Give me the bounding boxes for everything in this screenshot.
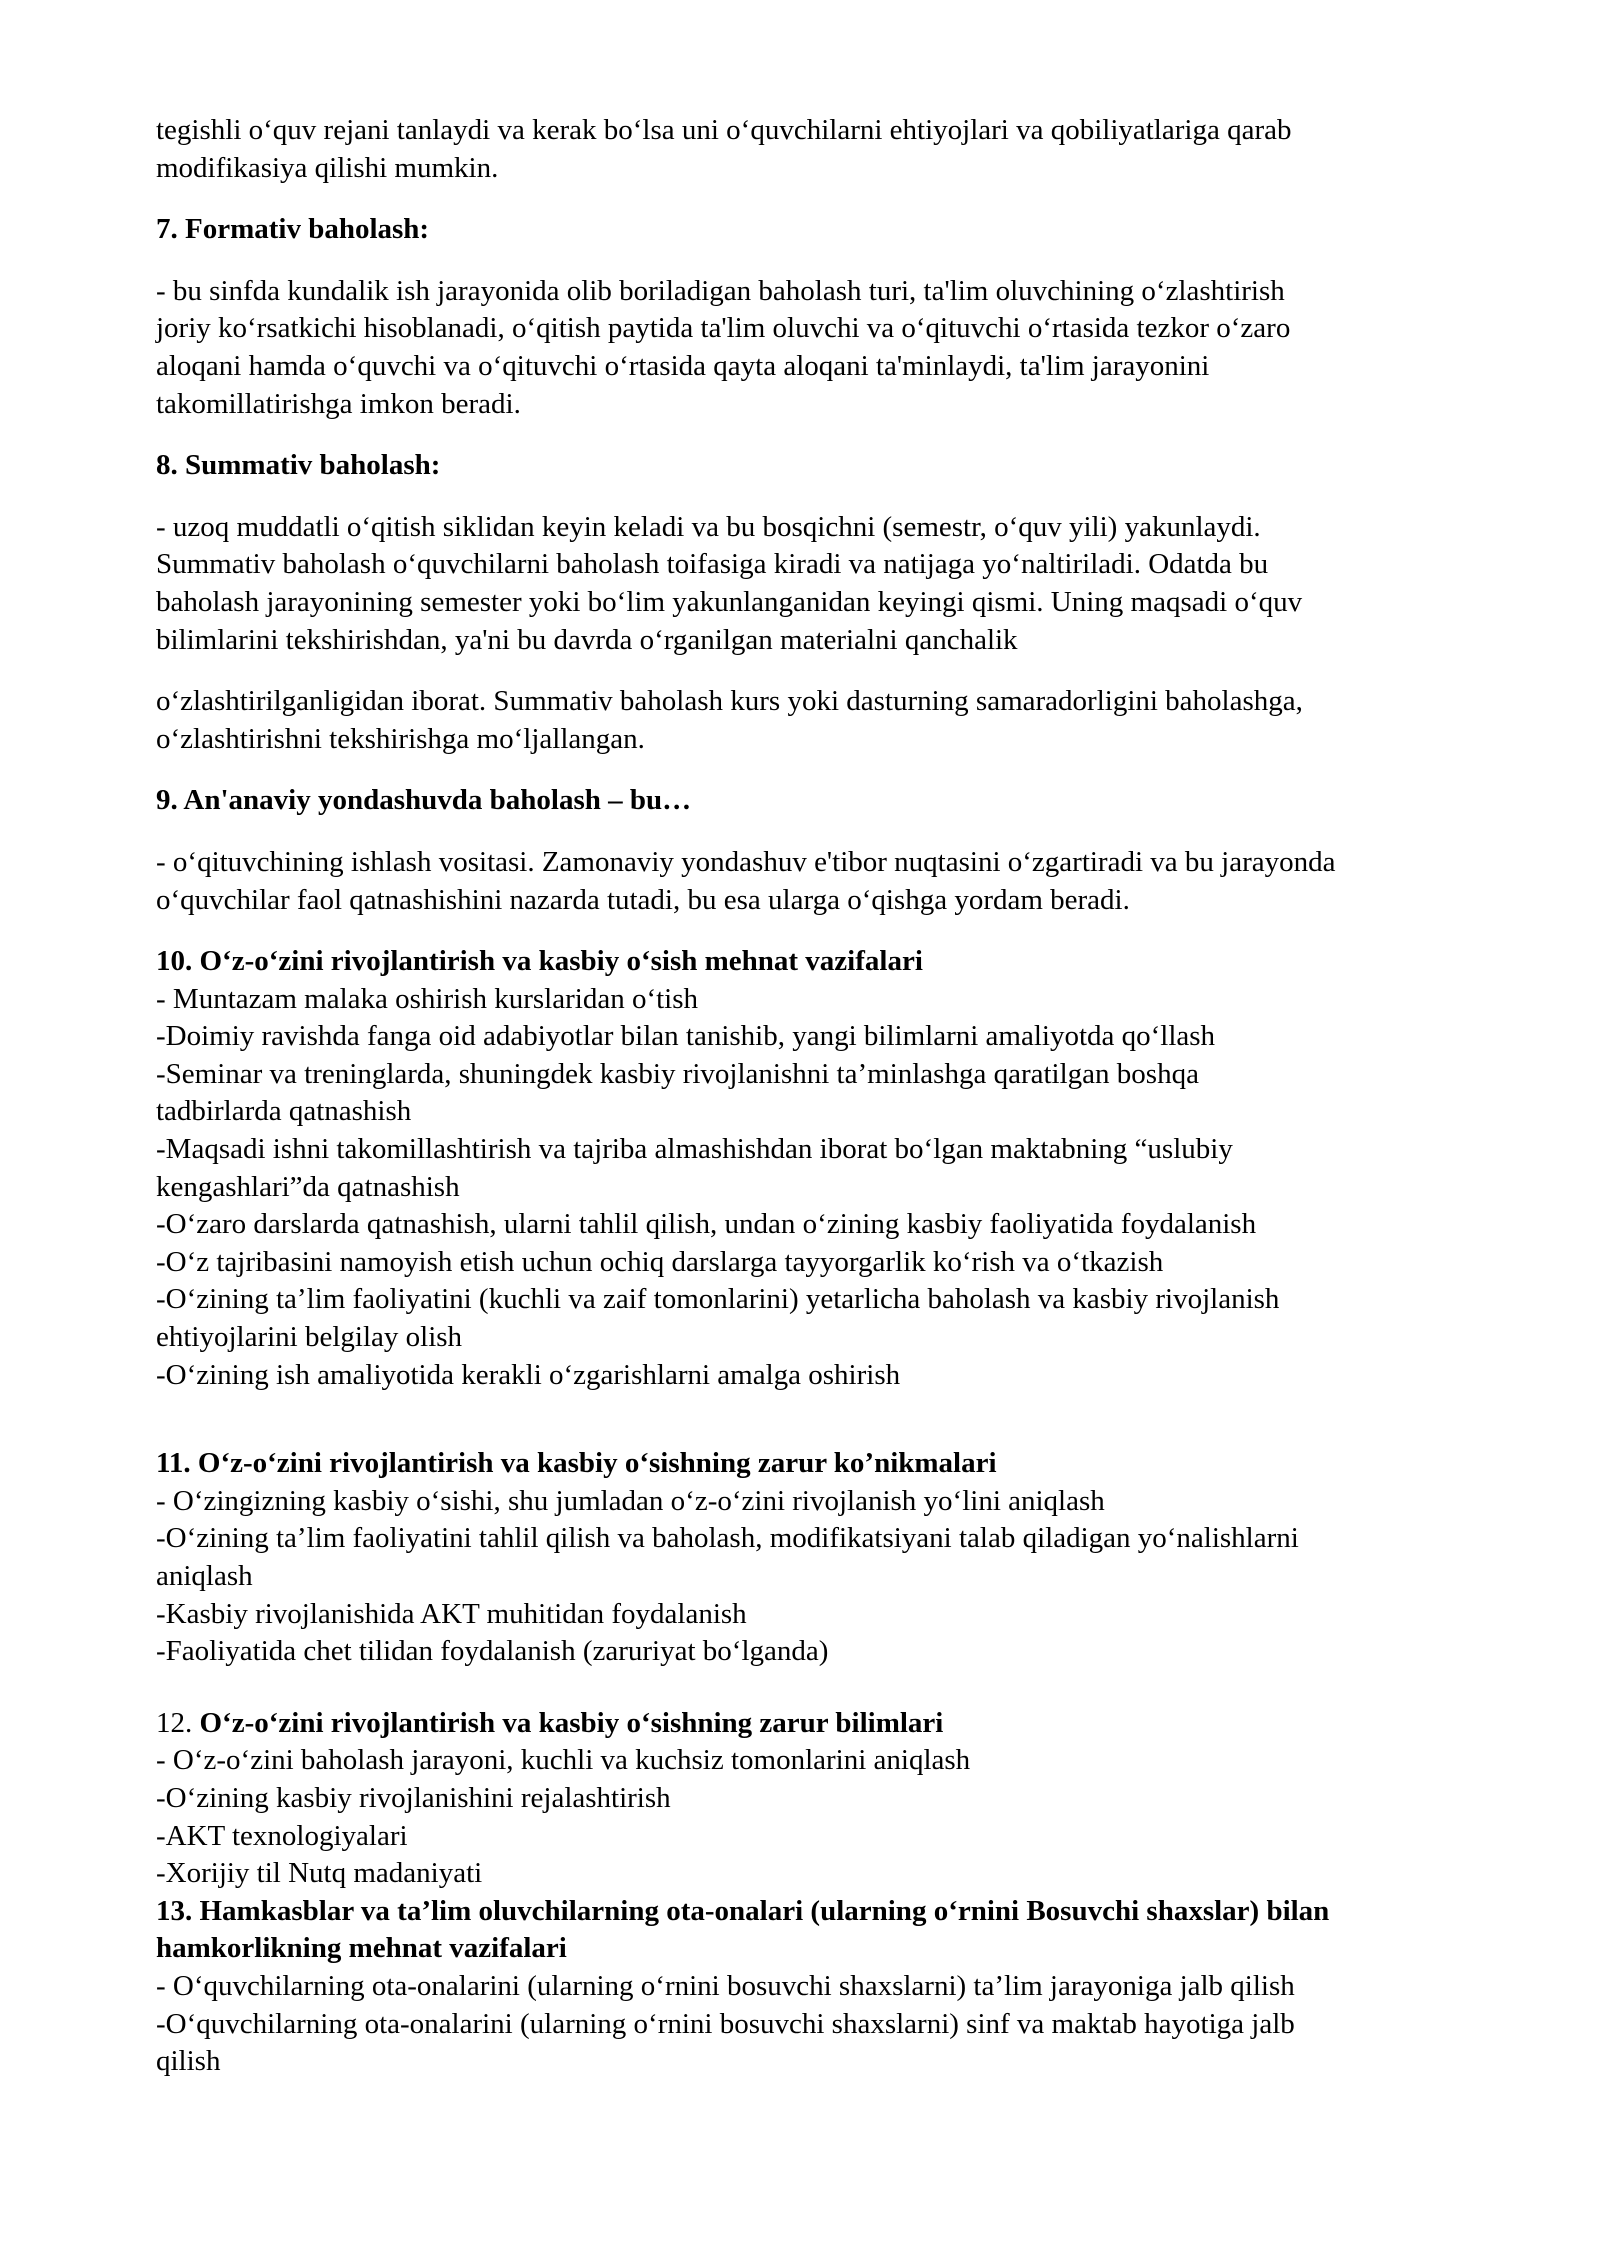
text-line: - Muntazam malaka oshirish kurslaridan oʻtish	[156, 982, 699, 1015]
text-line: joriy koʻrsatkichi hisoblanadi, oʻqitish paytida ta'lim oluvchi va oʻqituvchi oʻrtasida tezkor oʻzaro	[156, 312, 1291, 345]
text-line: - oʻqituvchining ishlash vositasi. Zamonaviy yondashuv e'tibor nuqtasini oʻzgartiradi va bu jarayonda	[156, 845, 1336, 878]
text-line: 8. Summativ baholash:	[156, 449, 441, 482]
text-line: 7. Formativ baholash:	[156, 213, 430, 246]
text-line: aniqlash	[156, 1560, 253, 1592]
text-line: -Oʻquvchilarning ota-onalarini (ularning oʻrnini bosuvchi shaxslarni) sinf va maktab hayotiga jalb	[156, 2007, 1295, 2040]
text-line: -Oʻz tajribasini namoyish etish uchun ochiq darslarga tayyorgarlik koʻrish va oʻtkazish	[156, 1245, 1164, 1278]
text-line	[156, 943, 1560, 981]
text-line: - Oʻz-oʻzini baholash jarayoni, kuchli va kuchsiz tomonlarini aniqlash	[156, 1744, 971, 1777]
section-heading	[156, 782, 1560, 820]
text-line: baholash jarayonining semester yoki boʻlim yakunlanganidan keyingi qismi. Uning maqsadi oʻquv	[156, 585, 1303, 618]
list-block	[156, 1445, 1560, 1671]
text-line: kengashlari”da qatnashish	[156, 1170, 460, 1203]
text-line: -Faoliyatida chet tilidan foydalanish (zaruriyat boʻlganda)	[156, 1635, 829, 1668]
list-block	[156, 1705, 1560, 2081]
paragraph	[156, 509, 1560, 659]
text-line: -Doimiy ravishda fanga oid adabiyotlar bilan tanishib, yangi bilimlarni amaliyotda qoʻllash	[156, 1020, 1216, 1053]
text-line: - uzoq muddatli oʻqitish siklidan keyin keladi va bu bosqichni (semestr, oʻquv yili) yakunlaydi.	[156, 510, 1261, 543]
bold-text: 10. Oʻz-oʻzini rivojlantirish va kasbiy oʻsish mehnat vazifalari	[156, 945, 923, 978]
paragraph	[156, 683, 1560, 758]
regular-text: 12.	[156, 1706, 200, 1739]
paragraph	[156, 844, 1560, 919]
text-line: -Oʻzining kasbiy rivojlanishini rejalashtirish	[156, 1781, 671, 1814]
text-line: - Oʻquvchilarning ota-onalarini (ularning oʻrnini bosuvchi shaxslarni) ta’lim jarayoniga jalb qilish	[156, 1969, 1295, 2002]
text-line: modifikasiya qilishi mumkin.	[156, 151, 499, 184]
spacer	[156, 1695, 1560, 1705]
text-line: -Maqsadi ishni takomillashtirish va tajriba almashishdan iborat boʻlgan maktabning “uslubiy	[156, 1133, 1233, 1166]
text-line: oʻzlashtirishni tekshirishga moʻljallangan.	[156, 722, 645, 755]
text-line: - bu sinfda kundalik ish jarayonida olib boriladigan baholash turi, ta'lim oluvchining oʻzlashtirish	[156, 274, 1285, 307]
text-line: ehtiyojlarini belgilay olish	[156, 1321, 463, 1354]
text-line	[156, 1445, 1560, 1483]
text-line: bilimlarini tekshirishdan, ya'ni bu davrda oʻrganilgan materialni qanchalik	[156, 623, 1018, 656]
text-line: qilish	[156, 2045, 221, 2078]
bold-text: hamkorlikning mehnat vazifalari	[156, 1932, 567, 1965]
bold-text: 13. Hamkasblar va ta’lim oluvchilarning ota-onalari (ularning oʻrnini Bosuvchi shaxslar) bilan	[156, 1894, 1330, 1927]
paragraph	[156, 273, 1560, 423]
text-line	[156, 1893, 1560, 1931]
text-line: - Oʻzingizning kasbiy oʻsishi, shu jumladan oʻz-oʻzini rivojlanish yoʻlini aniqlash	[156, 1484, 1105, 1517]
text-line: 9. An'anaviy yondashuvda baholash – bu…	[156, 784, 692, 817]
text-line: takomillatirishga imkon beradi.	[156, 387, 521, 420]
text-line	[156, 1705, 1560, 1743]
text-line: tegishli oʻquv rejani tanlaydi va kerak boʻlsa uni oʻquvchilarni ehtiyojlari va qobiliyatlariga qarab	[156, 114, 1292, 146]
text-line: oʻzlashtirilganligidan iborat. Summativ baholash kurs yoki dasturning samaradorligini baholashga,	[156, 685, 1303, 718]
text-line: -Oʻzining ta’lim faoliyatini (kuchli va zaif tomonlarini) yetarlicha baholash va kasbiy rivojlanish	[156, 1283, 1280, 1316]
spacer	[156, 1418, 1560, 1445]
section-heading	[156, 447, 1560, 485]
text-line: -Kasbiy rivojlanishida AKT muhitidan foydalanish	[156, 1597, 747, 1630]
text-line	[156, 1930, 1560, 1968]
bold-text: Oʻz-oʻzini rivojlantirish va kasbiy oʻsishning zarur bilimlari	[199, 1706, 944, 1739]
text-line: oʻquvchilar faol qatnashishini nazarda tutadi, bu esa ularga oʻqishga yordam beradi.	[156, 883, 1130, 916]
text-line: tadbirlarda qatnashish	[156, 1095, 412, 1128]
text-line: -Oʻzining ish amaliyotida kerakli oʻzgarishlarni amalga oshirish	[156, 1358, 901, 1391]
text-line: -Xorijiy til Nutq madaniyati	[156, 1857, 483, 1890]
text-line: Summativ baholash oʻquvchilarni baholash toifasiga kiradi va natijaga yoʻnaltiriladi. Odatda bu	[156, 548, 1269, 581]
text-line: -Oʻzaro darslarda qatnashish, ularni tahlil qilish, undan oʻzining kasbiy faoliyatida foydalanish	[156, 1208, 1257, 1241]
bold-text: 11. Oʻz-oʻzini rivojlantirish va kasbiy oʻsishning zarur ko’nikmalari	[156, 1447, 997, 1480]
text-line: -Seminar va treninglarda, shuningdek kasbiy rivojlanishni ta’minlashga qaratilgan boshqa	[156, 1057, 1199, 1090]
paragraph	[156, 112, 1560, 187]
text-line: -Oʻzining ta’lim faoliyatini tahlil qilish va baholash, modifikatsiyani talab qiladigan yoʻnalishlarni	[156, 1522, 1299, 1555]
list-block	[156, 943, 1560, 1394]
section-heading	[156, 211, 1560, 249]
text-line: aloqani hamda oʻquvchi va oʻqituvchi oʻrtasida qayta aloqani ta'minlaydi, ta'lim jarayonini	[156, 349, 1210, 382]
text-line: -AKT texnologiyalari	[156, 1819, 408, 1852]
